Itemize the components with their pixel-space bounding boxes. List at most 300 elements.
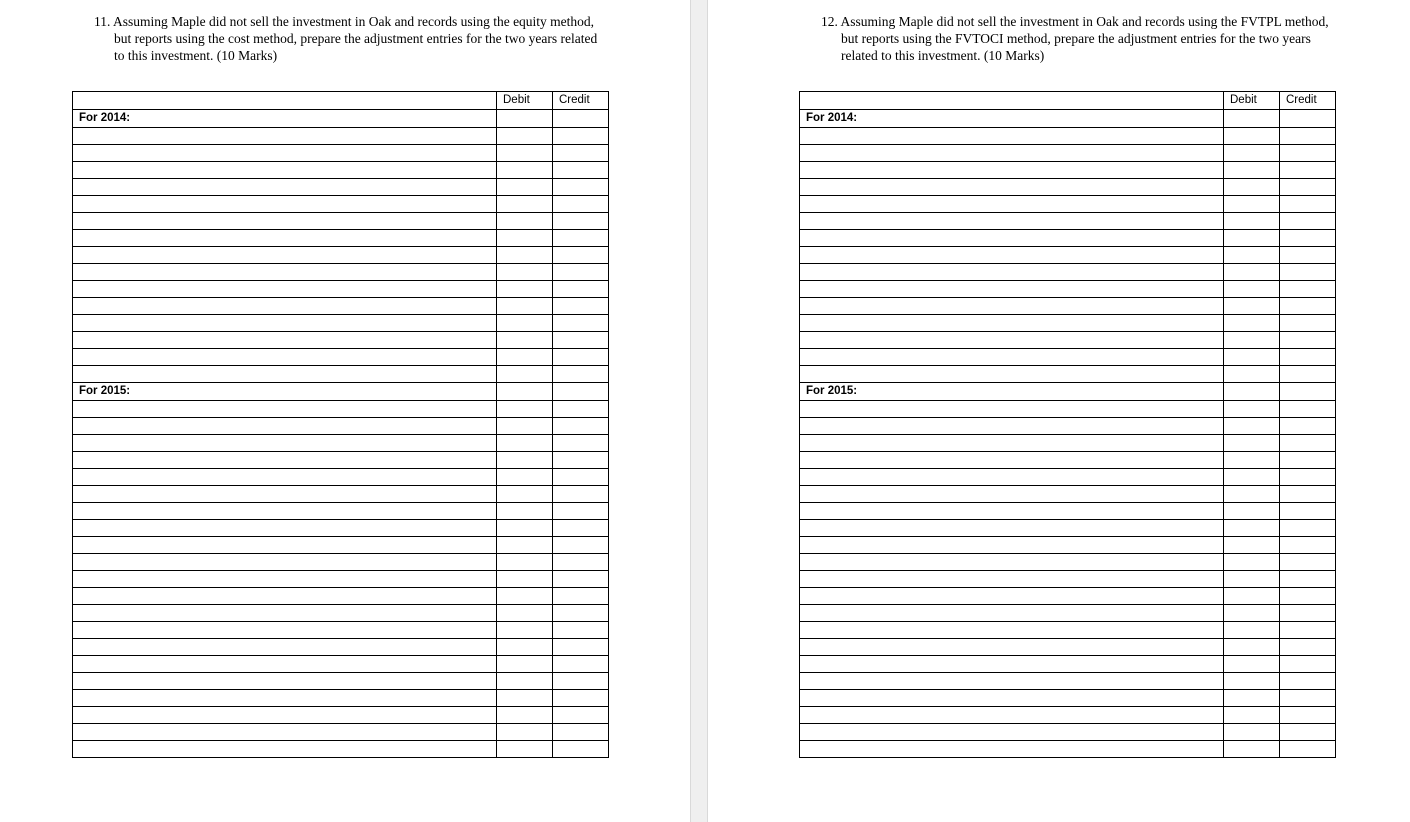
table-row: [73, 298, 609, 315]
credit-cell[interactable]: [553, 281, 609, 298]
credit-cell[interactable]: [1280, 605, 1336, 622]
debit-cell[interactable]: [497, 298, 553, 315]
credit-cell[interactable]: [1280, 622, 1336, 639]
table-row: [800, 690, 1336, 707]
credit-cell[interactable]: [1280, 383, 1336, 401]
credit-cell[interactable]: [1280, 656, 1336, 673]
description-cell[interactable]: [800, 622, 1224, 639]
credit-cell[interactable]: [553, 110, 609, 128]
credit-cell[interactable]: [553, 571, 609, 588]
debit-cell[interactable]: [497, 486, 553, 503]
debit-cell[interactable]: [497, 281, 553, 298]
table-row: [73, 281, 609, 298]
table-row: [800, 469, 1336, 486]
credit-cell[interactable]: [553, 690, 609, 707]
description-cell[interactable]: [800, 247, 1224, 264]
description-cell[interactable]: [800, 571, 1224, 588]
table-row: [800, 162, 1336, 179]
credit-cell[interactable]: [1280, 724, 1336, 741]
description-cell[interactable]: [800, 281, 1224, 298]
credit-cell[interactable]: [553, 605, 609, 622]
table-row: [73, 179, 609, 196]
credit-cell[interactable]: [1280, 741, 1336, 758]
debit-cell[interactable]: [1224, 690, 1280, 707]
credit-cell[interactable]: [1280, 452, 1336, 469]
debit-cell[interactable]: [497, 247, 553, 264]
table-row: [73, 145, 609, 162]
table-row: [800, 230, 1336, 247]
credit-cell[interactable]: [1280, 469, 1336, 486]
credit-cell[interactable]: [553, 435, 609, 452]
description-cell[interactable]: [800, 690, 1224, 707]
credit-cell[interactable]: [553, 486, 609, 503]
debit-cell[interactable]: [1224, 520, 1280, 537]
description-cell[interactable]: [73, 315, 497, 332]
table-row: [800, 554, 1336, 571]
debit-cell[interactable]: [1224, 724, 1280, 741]
description-cell[interactable]: [800, 162, 1224, 179]
description-cell[interactable]: [800, 673, 1224, 690]
debit-cell[interactable]: [497, 673, 553, 690]
description-cell[interactable]: [800, 605, 1224, 622]
section-label: For 2014:: [73, 110, 497, 128]
table-row: [800, 332, 1336, 349]
debit-cell[interactable]: [497, 571, 553, 588]
description-cell[interactable]: [800, 554, 1224, 571]
description-cell[interactable]: [800, 196, 1224, 213]
description-cell[interactable]: [800, 213, 1224, 230]
header-description-cell: [73, 92, 497, 110]
table-row: [73, 503, 609, 520]
section-label-row: [73, 383, 609, 401]
description-cell[interactable]: [800, 707, 1224, 724]
description-cell[interactable]: [73, 179, 497, 196]
credit-cell[interactable]: [553, 401, 609, 418]
debit-cell[interactable]: [497, 707, 553, 724]
debit-cell[interactable]: [497, 520, 553, 537]
credit-cell[interactable]: [553, 469, 609, 486]
debit-cell[interactable]: [497, 435, 553, 452]
question-12-line-2: but reports using the FVTOCI method, prepare the adjustment entries for the two years: [841, 31, 1311, 46]
table-row: [73, 452, 609, 469]
table-row: [800, 452, 1336, 469]
description-cell[interactable]: [73, 128, 497, 145]
journal-table-12: [799, 91, 1336, 758]
debit-cell[interactable]: [497, 469, 553, 486]
description-cell[interactable]: [73, 247, 497, 264]
credit-cell[interactable]: [1280, 639, 1336, 656]
credit-cell[interactable]: [1280, 690, 1336, 707]
table-row: [73, 554, 609, 571]
description-cell[interactable]: [73, 366, 497, 383]
description-cell[interactable]: [73, 213, 497, 230]
debit-cell[interactable]: [1224, 537, 1280, 554]
debit-cell[interactable]: [497, 264, 553, 281]
table-row: [800, 520, 1336, 537]
credit-cell[interactable]: [1280, 179, 1336, 196]
credit-cell[interactable]: [1280, 486, 1336, 503]
credit-cell[interactable]: [1280, 145, 1336, 162]
credit-cell[interactable]: [553, 418, 609, 435]
credit-cell[interactable]: [553, 332, 609, 349]
table-row: [73, 520, 609, 537]
table-row: [73, 332, 609, 349]
table-row: [800, 622, 1336, 639]
table-row: [73, 469, 609, 486]
description-cell[interactable]: [800, 230, 1224, 247]
debit-cell[interactable]: [1224, 264, 1280, 281]
credit-cell[interactable]: [553, 298, 609, 315]
table-row: [73, 418, 609, 435]
table-row: [73, 315, 609, 332]
credit-cell[interactable]: [553, 656, 609, 673]
credit-cell[interactable]: [1280, 520, 1336, 537]
description-cell[interactable]: [800, 588, 1224, 605]
credit-cell[interactable]: [553, 741, 609, 758]
debit-cell[interactable]: [1224, 401, 1280, 418]
debit-cell[interactable]: [1224, 281, 1280, 298]
table-row: [800, 401, 1336, 418]
credit-cell[interactable]: [553, 145, 609, 162]
debit-cell[interactable]: [497, 724, 553, 741]
description-cell[interactable]: [800, 486, 1224, 503]
debit-cell[interactable]: [497, 315, 553, 332]
debit-cell[interactable]: [497, 128, 553, 145]
debit-cell[interactable]: [1224, 435, 1280, 452]
description-cell[interactable]: [800, 128, 1224, 145]
credit-cell[interactable]: [1280, 554, 1336, 571]
section-label-row: [73, 110, 609, 128]
description-cell[interactable]: [73, 230, 497, 247]
credit-cell[interactable]: [1280, 110, 1336, 128]
table-row: [73, 571, 609, 588]
debit-cell[interactable]: [1224, 298, 1280, 315]
credit-cell[interactable]: [1280, 401, 1336, 418]
debit-cell[interactable]: [1224, 469, 1280, 486]
credit-cell[interactable]: [553, 673, 609, 690]
credit-cell[interactable]: [553, 230, 609, 247]
table-row: [800, 264, 1336, 281]
section-label: For 2014:: [800, 110, 1224, 128]
description-cell[interactable]: [800, 656, 1224, 673]
debit-cell[interactable]: [497, 179, 553, 196]
debit-cell[interactable]: [497, 213, 553, 230]
credit-cell[interactable]: [1280, 673, 1336, 690]
debit-cell[interactable]: [1224, 622, 1280, 639]
description-cell[interactable]: [73, 332, 497, 349]
debit-cell[interactable]: [1224, 332, 1280, 349]
credit-cell[interactable]: [1280, 298, 1336, 315]
debit-cell[interactable]: [497, 503, 553, 520]
description-cell[interactable]: [73, 196, 497, 213]
description-cell[interactable]: [800, 264, 1224, 281]
debit-cell[interactable]: [1224, 110, 1280, 128]
description-cell[interactable]: [73, 401, 497, 418]
section-label-row: [800, 383, 1336, 401]
table-row: [73, 724, 609, 741]
debit-cell[interactable]: [497, 349, 553, 366]
description-cell[interactable]: [73, 469, 497, 486]
section-label: For 2015:: [73, 383, 497, 401]
debit-cell[interactable]: [1224, 554, 1280, 571]
header-debit: Debit: [497, 92, 553, 110]
debit-cell[interactable]: [497, 110, 553, 128]
table-row: [800, 537, 1336, 554]
debit-cell[interactable]: [1224, 452, 1280, 469]
table-row: [73, 213, 609, 230]
page-gap-right-edge: [707, 0, 708, 822]
credit-cell[interactable]: [553, 503, 609, 520]
credit-cell[interactable]: [1280, 435, 1336, 452]
table-row: [800, 486, 1336, 503]
credit-cell[interactable]: [553, 588, 609, 605]
description-cell[interactable]: [800, 452, 1224, 469]
credit-cell[interactable]: [1280, 418, 1336, 435]
credit-cell[interactable]: [1280, 315, 1336, 332]
credit-cell[interactable]: [553, 639, 609, 656]
journal-table-11: [72, 91, 609, 758]
description-cell[interactable]: [73, 349, 497, 366]
header-debit: Debit: [1224, 92, 1280, 110]
description-cell[interactable]: [73, 554, 497, 571]
description-cell[interactable]: [800, 520, 1224, 537]
debit-cell[interactable]: [497, 605, 553, 622]
debit-cell[interactable]: [1224, 145, 1280, 162]
debit-cell[interactable]: [497, 639, 553, 656]
table-row: [73, 656, 609, 673]
description-cell[interactable]: [73, 588, 497, 605]
debit-cell[interactable]: [497, 366, 553, 383]
debit-cell[interactable]: [1224, 128, 1280, 145]
table-row: [73, 690, 609, 707]
table-row: [800, 145, 1336, 162]
credit-cell[interactable]: [553, 162, 609, 179]
credit-cell[interactable]: [1280, 128, 1336, 145]
credit-cell[interactable]: [1280, 230, 1336, 247]
debit-cell[interactable]: [1224, 213, 1280, 230]
credit-cell[interactable]: [553, 724, 609, 741]
description-cell[interactable]: [73, 452, 497, 469]
credit-cell[interactable]: [553, 554, 609, 571]
table-row: [800, 418, 1336, 435]
description-cell[interactable]: [73, 724, 497, 741]
description-cell[interactable]: [73, 162, 497, 179]
debit-cell[interactable]: [497, 383, 553, 401]
table-row: [800, 656, 1336, 673]
description-cell[interactable]: [73, 145, 497, 162]
table-row: [800, 588, 1336, 605]
question-12-line-1: 12. Assuming Maple did not sell the investment in Oak and records using the FVTPL method,: [821, 14, 1329, 29]
credit-cell[interactable]: [553, 707, 609, 724]
credit-cell[interactable]: [1280, 588, 1336, 605]
description-cell[interactable]: [800, 724, 1224, 741]
table-row: [800, 605, 1336, 622]
credit-cell[interactable]: [1280, 537, 1336, 554]
credit-cell[interactable]: [1280, 247, 1336, 264]
credit-cell[interactable]: [1280, 264, 1336, 281]
debit-cell[interactable]: [1224, 349, 1280, 366]
debit-cell[interactable]: [497, 452, 553, 469]
debit-cell[interactable]: [497, 656, 553, 673]
description-cell[interactable]: [800, 469, 1224, 486]
description-cell[interactable]: [800, 366, 1224, 383]
debit-cell[interactable]: [497, 537, 553, 554]
credit-cell[interactable]: [1280, 571, 1336, 588]
table-row: [73, 230, 609, 247]
table-row: [800, 673, 1336, 690]
table-row: [800, 349, 1336, 366]
table-row: [73, 741, 609, 758]
table-row: [800, 724, 1336, 741]
debit-cell[interactable]: [1224, 315, 1280, 332]
debit-cell[interactable]: [497, 418, 553, 435]
table-row: [800, 179, 1336, 196]
table-row: [73, 349, 609, 366]
debit-cell[interactable]: [497, 162, 553, 179]
description-cell[interactable]: [800, 741, 1224, 758]
debit-cell[interactable]: [1224, 196, 1280, 213]
table-row: [73, 605, 609, 622]
question-11-line-2: but reports using the cost method, prepare the adjustment entries for the two years related: [114, 31, 598, 46]
debit-cell[interactable]: [497, 196, 553, 213]
debit-cell[interactable]: [1224, 418, 1280, 435]
table-row: [800, 639, 1336, 656]
debit-cell[interactable]: [497, 588, 553, 605]
description-cell[interactable]: [73, 707, 497, 724]
description-cell[interactable]: [800, 349, 1224, 366]
credit-cell[interactable]: [553, 622, 609, 639]
debit-cell[interactable]: [1224, 179, 1280, 196]
description-cell[interactable]: [73, 486, 497, 503]
debit-cell[interactable]: [497, 622, 553, 639]
debit-cell[interactable]: [497, 230, 553, 247]
table-row: [73, 588, 609, 605]
description-cell[interactable]: [800, 179, 1224, 196]
credit-cell[interactable]: [553, 264, 609, 281]
debit-cell[interactable]: [497, 332, 553, 349]
description-cell[interactable]: [73, 622, 497, 639]
description-cell[interactable]: [800, 145, 1224, 162]
debit-cell[interactable]: [1224, 588, 1280, 605]
table-row: [73, 128, 609, 145]
debit-cell[interactable]: [1224, 247, 1280, 264]
description-cell[interactable]: [73, 690, 497, 707]
table-header-row: [800, 92, 1336, 110]
debit-cell[interactable]: [1224, 656, 1280, 673]
table-row: [73, 366, 609, 383]
description-cell[interactable]: [73, 639, 497, 656]
credit-cell[interactable]: [553, 128, 609, 145]
table-row: [800, 298, 1336, 315]
description-cell[interactable]: [73, 520, 497, 537]
description-cell[interactable]: [800, 298, 1224, 315]
debit-cell[interactable]: [1224, 673, 1280, 690]
description-cell[interactable]: [73, 435, 497, 452]
credit-cell[interactable]: [1280, 213, 1336, 230]
description-cell[interactable]: [73, 298, 497, 315]
debit-cell[interactable]: [1224, 162, 1280, 179]
table-row: [73, 622, 609, 639]
description-cell[interactable]: [73, 418, 497, 435]
description-cell[interactable]: [800, 315, 1224, 332]
credit-cell[interactable]: [553, 366, 609, 383]
description-cell[interactable]: [800, 639, 1224, 656]
credit-cell[interactable]: [553, 196, 609, 213]
description-cell[interactable]: [800, 503, 1224, 520]
debit-cell[interactable]: [1224, 605, 1280, 622]
section-label: For 2015:: [800, 383, 1224, 401]
credit-cell[interactable]: [553, 247, 609, 264]
debit-cell[interactable]: [1224, 571, 1280, 588]
credit-cell[interactable]: [553, 383, 609, 401]
credit-cell[interactable]: [553, 349, 609, 366]
table-row: [800, 128, 1336, 145]
description-cell[interactable]: [800, 418, 1224, 435]
credit-cell[interactable]: [1280, 196, 1336, 213]
credit-cell[interactable]: [1280, 503, 1336, 520]
description-cell[interactable]: [73, 605, 497, 622]
credit-cell[interactable]: [553, 315, 609, 332]
credit-cell[interactable]: [553, 179, 609, 196]
description-cell[interactable]: [800, 332, 1224, 349]
credit-cell[interactable]: [1280, 281, 1336, 298]
table-row: [800, 366, 1336, 383]
credit-cell[interactable]: [1280, 707, 1336, 724]
description-cell[interactable]: [73, 656, 497, 673]
description-cell[interactable]: [73, 571, 497, 588]
description-cell[interactable]: [73, 503, 497, 520]
debit-cell[interactable]: [1224, 639, 1280, 656]
debit-cell[interactable]: [1224, 486, 1280, 503]
credit-cell[interactable]: [1280, 366, 1336, 383]
description-cell[interactable]: [73, 673, 497, 690]
debit-cell[interactable]: [1224, 366, 1280, 383]
debit-cell[interactable]: [497, 401, 553, 418]
credit-cell[interactable]: [553, 520, 609, 537]
table-row: [73, 673, 609, 690]
description-cell[interactable]: [73, 264, 497, 281]
debit-cell[interactable]: [497, 145, 553, 162]
table-header-row: [73, 92, 609, 110]
debit-cell[interactable]: [1224, 707, 1280, 724]
debit-cell[interactable]: [1224, 383, 1280, 401]
description-cell[interactable]: [73, 537, 497, 554]
description-cell[interactable]: [800, 537, 1224, 554]
table-row: [800, 707, 1336, 724]
credit-cell[interactable]: [553, 452, 609, 469]
debit-cell[interactable]: [497, 741, 553, 758]
table-row: [73, 639, 609, 656]
description-cell[interactable]: [73, 741, 497, 758]
debit-cell[interactable]: [1224, 741, 1280, 758]
table-row: [800, 315, 1336, 332]
debit-cell[interactable]: [497, 690, 553, 707]
debit-cell[interactable]: [1224, 230, 1280, 247]
description-cell[interactable]: [800, 401, 1224, 418]
table-row: [73, 537, 609, 554]
description-cell[interactable]: [800, 435, 1224, 452]
credit-cell[interactable]: [1280, 332, 1336, 349]
credit-cell[interactable]: [553, 537, 609, 554]
debit-cell[interactable]: [1224, 503, 1280, 520]
credit-cell[interactable]: [553, 213, 609, 230]
debit-cell[interactable]: [497, 554, 553, 571]
question-11-line-3: to this investment. (10 Marks): [114, 48, 278, 63]
table-row: [800, 247, 1336, 264]
credit-cell[interactable]: [1280, 349, 1336, 366]
description-cell[interactable]: [73, 281, 497, 298]
credit-cell[interactable]: [1280, 162, 1336, 179]
